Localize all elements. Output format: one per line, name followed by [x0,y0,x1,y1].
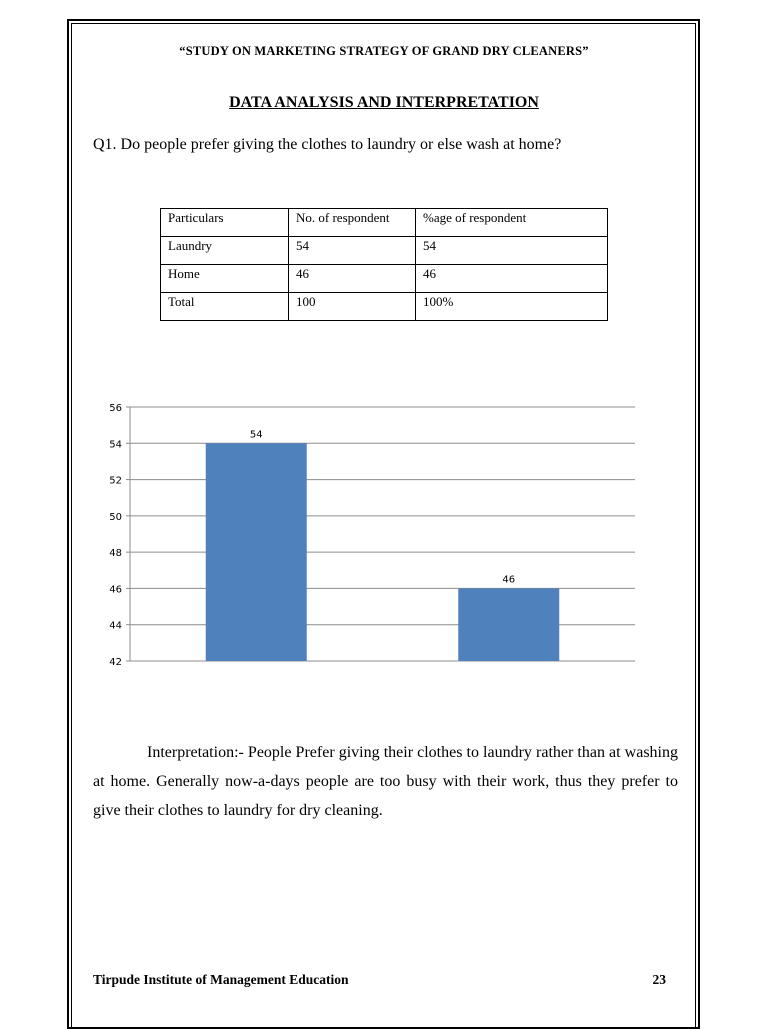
document-header: “STUDY ON MARKETING STRATEGY OF GRAND DRY CLEANERS” [179,44,589,58]
question-text: Q1. Do people prefer giving the clothes to laundry or else wash at home? [93,136,562,153]
footer-institute: Tirpude Institute of Management Education [93,972,349,987]
y-tick-label: 50 [109,511,122,523]
table-cell: 54 [289,237,416,265]
y-tick-label: 42 [109,657,122,668]
data-label: 46 [502,574,516,586]
table-header-cell: %age of respondent [416,209,608,237]
bar [206,443,307,661]
table-cell: 100 [289,293,416,321]
table-cell: 46 [289,265,416,293]
page-number: 23 [652,972,666,987]
y-tick-label: 56 [109,403,122,414]
y-tick-label: 44 [109,620,122,632]
table-cell: Total [161,293,289,321]
table-cell: 46 [416,265,608,293]
interpretation-paragraph [93,738,678,825]
data-label: 54 [249,429,263,441]
table-cell: Laundry [161,237,289,265]
table-row [161,237,608,265]
table-cell: Home [161,265,289,293]
table-cell: 100% [416,293,608,321]
respondent-table [160,208,608,321]
y-tick-label: 48 [109,548,122,560]
section-title: DATA ANALYSIS AND INTERPRETATION [229,94,539,111]
table-cell: 54 [416,237,608,265]
table-header-cell: Particulars [161,209,289,237]
bar [458,588,559,661]
table-header-row [161,209,608,237]
y-tick-label: 46 [109,584,122,596]
bar-chart [95,395,655,675]
interpretation-text: Interpretation:- People Prefer giving their clothes to laundry rather than at washing at home. Generally now-a-days people are too busy with their work, thus they prefer to give their clothes to laundry for dry cleaning. [93,744,678,819]
y-tick-label: 54 [109,439,122,451]
y-tick-label: 52 [109,475,122,487]
table-header-cell: No. of respondent [289,209,416,237]
table-row [161,293,608,321]
table-row [161,265,608,293]
